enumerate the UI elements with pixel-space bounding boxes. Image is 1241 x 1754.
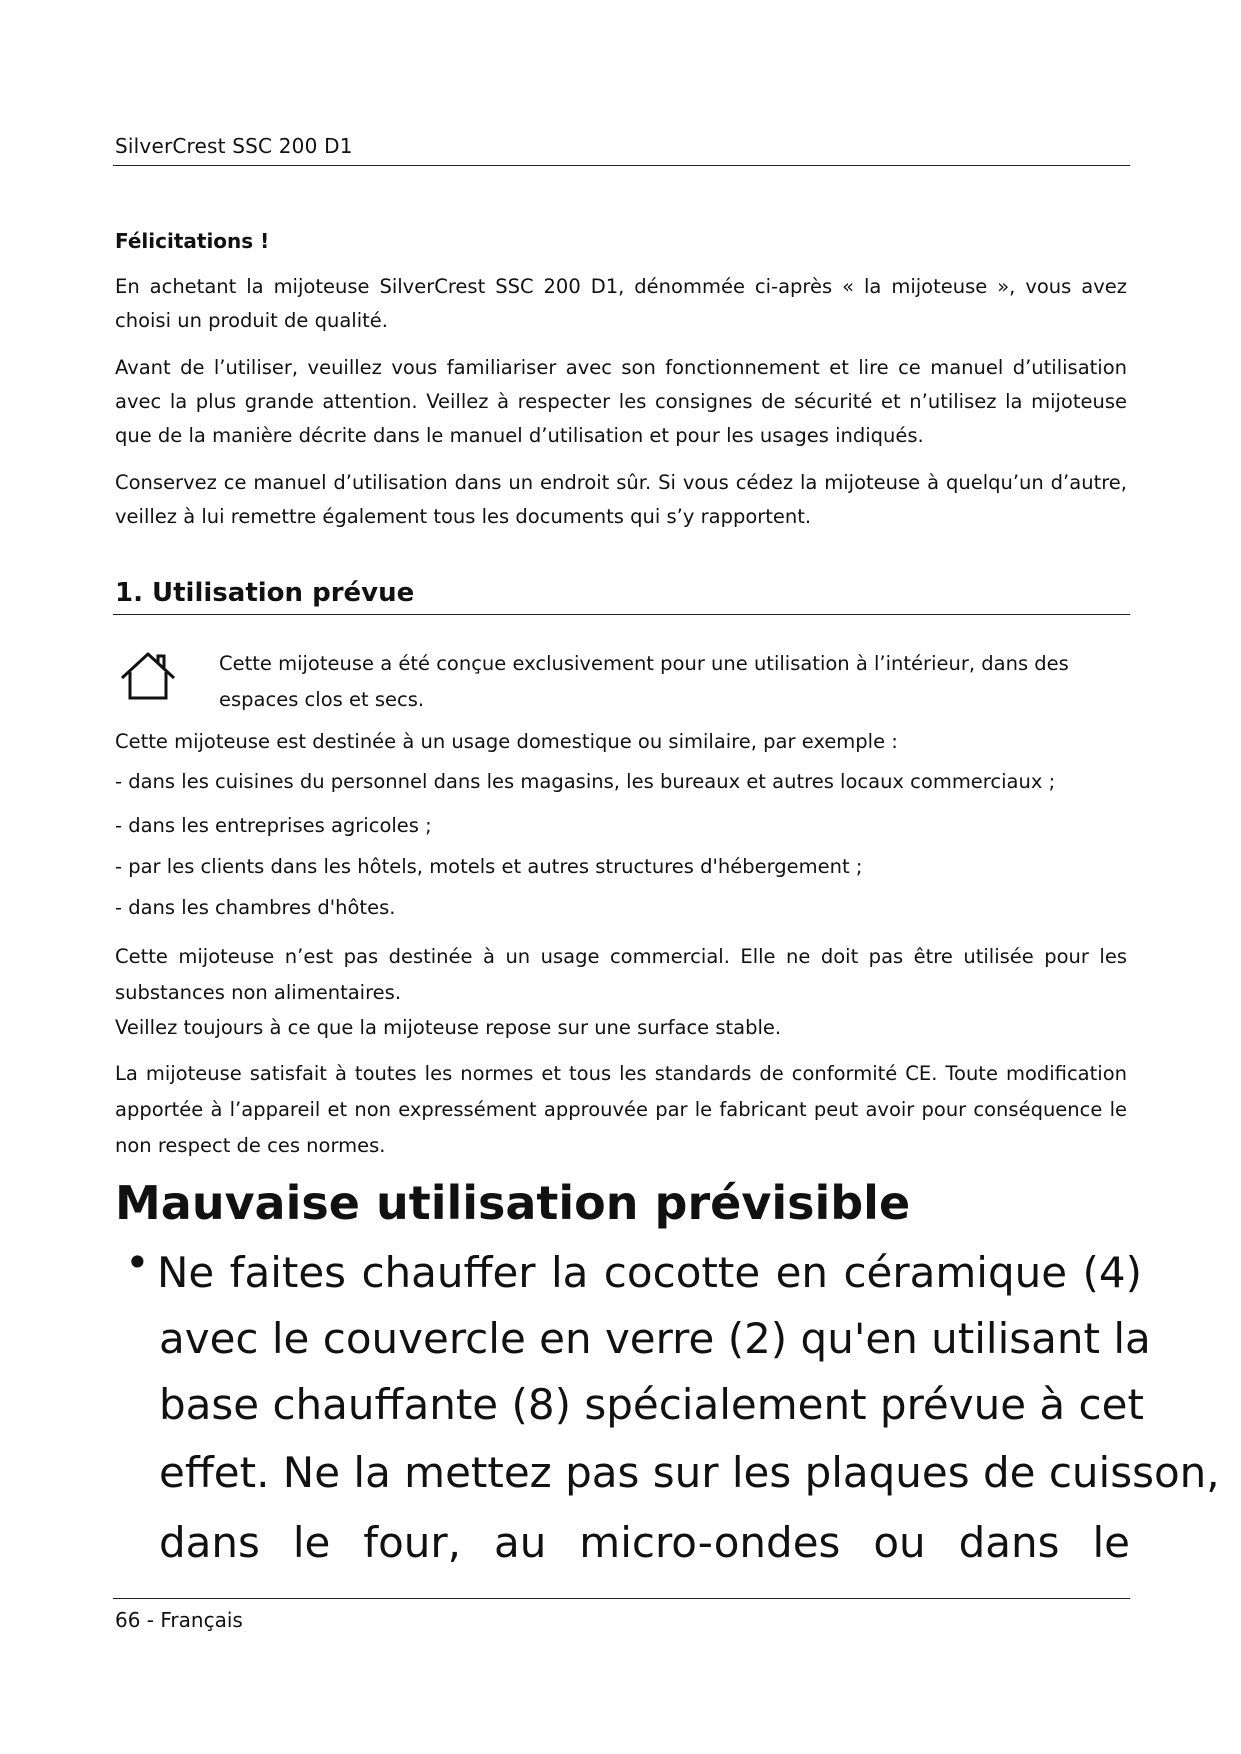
bullet-icon: • — [125, 1238, 150, 1287]
misuse-text-line: effet. Ne la mettez pas sur les plaques de cuisson, — [159, 1448, 1220, 1497]
misuse-text-line: base chauffante (8) spécialement prévue à cet — [159, 1380, 1144, 1429]
ce-conformity-paragraph: La mijoteuse satisfait à toutes les normes et tous les standards de conformité CE. Toute modification apportée à l’appareil et non expressément approuvée par le fabricant peut avoir pour conséquence le non respect de ces normes. — [115, 1062, 1127, 1157]
misuse-text-line: dans le four, au micro-ondes ou dans le — [159, 1518, 1130, 1567]
footer-rule — [113, 1598, 1130, 1599]
misuse-heading: Mauvaise utilisation prévisible — [115, 1176, 911, 1230]
intro-paragraph-3: Conservez ce manuel d’utilisation dans un endroit sûr. Si vous cédez la mijoteuse à quelqu’un d’autre, veillez à lui remettre également tous les documents qui s’y rapportent. — [115, 471, 1127, 528]
misuse-text-line: Ne faites chauffer la cocotte en céramique (4) — [157, 1248, 1142, 1297]
usage-list-item: - par les clients dans les hôtels, motels et autres structures d'hébergement ; — [115, 855, 863, 878]
stable-surface-line: Veillez toujours à ce que la mijoteuse repose sur une surface stable. — [115, 1016, 782, 1039]
usage-list-item: - dans les chambres d'hôtes. — [115, 896, 396, 919]
header-rule — [113, 165, 1130, 166]
intro-paragraph-2: Avant de l’utiliser, veuillez vous familiariser avec son fonctionnement et lire ce manuel d’utilisation avec la plus grande attention. Veillez à respecter les consignes de sécurité et n’utilisez la mijoteuse que de la manière décrite dans le manuel d’utilisation et pour les usages indiqués. — [115, 356, 1127, 447]
usage-list-item: - dans les entreprises agricoles ; — [115, 814, 432, 837]
usage-intro-line: Cette mijoteuse est destinée à un usage domestique ou similaire, par exemple : — [115, 730, 898, 753]
intro-paragraph-1: En achetant la mijoteuse SilverCrest SSC 200 D1, dénommée ci-après « la mijoteuse », vous avez choisi un produit de qualité. — [115, 275, 1127, 332]
page-footer-label: 66 - Français — [115, 1608, 243, 1632]
misuse-text-line: avec le couvercle en verre (2) qu'en utilisant la — [159, 1314, 1151, 1363]
commercial-use-paragraph: Cette mijoteuse n’est pas destinée à un usage commercial. Elle ne doit pas être utilisée pour les substances non alimentaires. — [115, 945, 1127, 1004]
indoor-use-note: Cette mijoteuse a été conçue exclusivement pour une utilisation à l’intérieur, dans des espaces clos et secs. — [219, 652, 1069, 711]
intro-heading: Félicitations ! — [115, 229, 270, 253]
section-heading-usage: 1. Utilisation prévue — [115, 578, 415, 608]
usage-list-item: - dans les cuisines du personnel dans les magasins, les bureaux et autres locaux commerciaux ; — [115, 770, 1056, 793]
section-rule — [113, 614, 1130, 615]
page-header-title: SilverCrest SSC 200 D1 — [115, 134, 353, 158]
house-icon — [118, 650, 178, 702]
